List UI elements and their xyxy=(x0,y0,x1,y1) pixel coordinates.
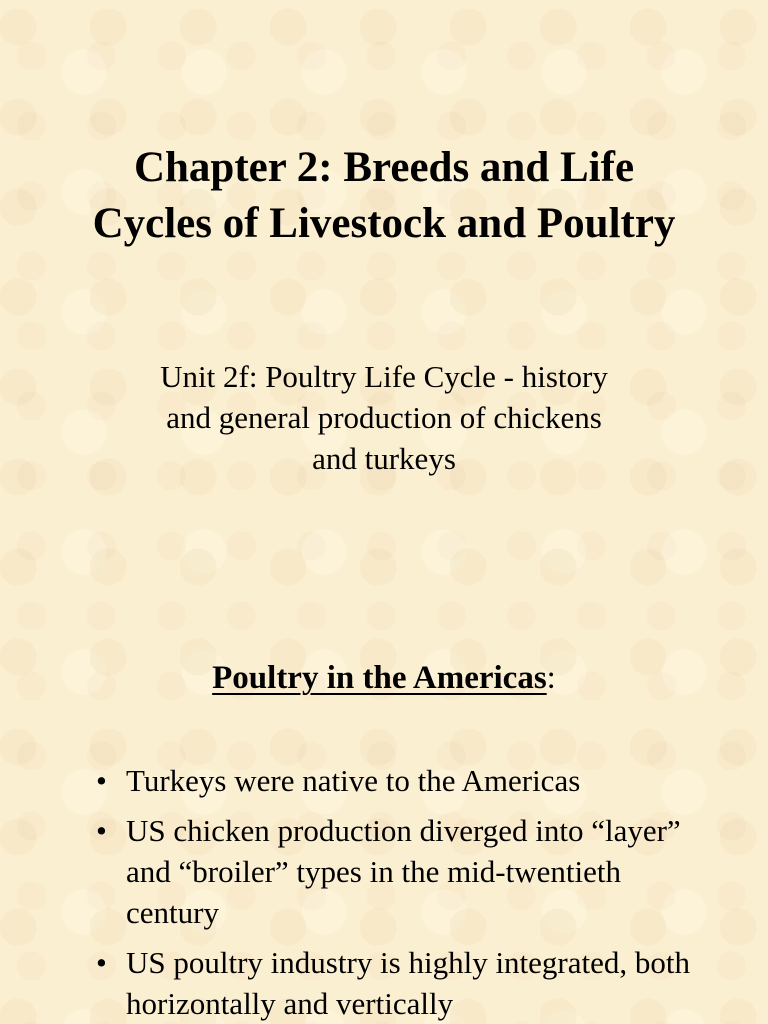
bullet-icon: • xyxy=(96,945,107,980)
list-item xyxy=(96,760,696,801)
list-item xyxy=(96,810,696,933)
chapter-title-line-2: Cycles of Livestock and Poultry xyxy=(92,200,676,247)
unit-subtitle xyxy=(104,356,664,479)
list-item xyxy=(96,942,696,1024)
bullet-text: Turkeys were native to the Americas xyxy=(126,763,581,798)
bullet-icon: • xyxy=(96,763,107,798)
unit-subtitle-line-1: Unit 2f: Poultry Life Cycle - history xyxy=(160,359,608,394)
chapter-title xyxy=(0,140,768,252)
section-heading-text: Poultry in the Americas xyxy=(212,660,547,696)
content-slide xyxy=(0,512,768,1024)
section-heading-colon: : xyxy=(546,660,556,696)
unit-subtitle-line-3: and turkeys xyxy=(312,441,456,476)
bullet-list xyxy=(96,760,696,1024)
chapter-title-line-1: Chapter 2: Breeds and Life xyxy=(133,144,635,191)
bullet-text: US chicken production diverged into “layer” and “broiler” types in the mid-twentieth century xyxy=(126,813,681,930)
section-heading xyxy=(0,656,768,700)
bullet-icon: • xyxy=(96,813,107,848)
unit-subtitle-line-2: and general production of chickens xyxy=(166,400,602,435)
bullet-text: US poultry industry is highly integrated, both horizontally and vertically xyxy=(126,945,690,1021)
